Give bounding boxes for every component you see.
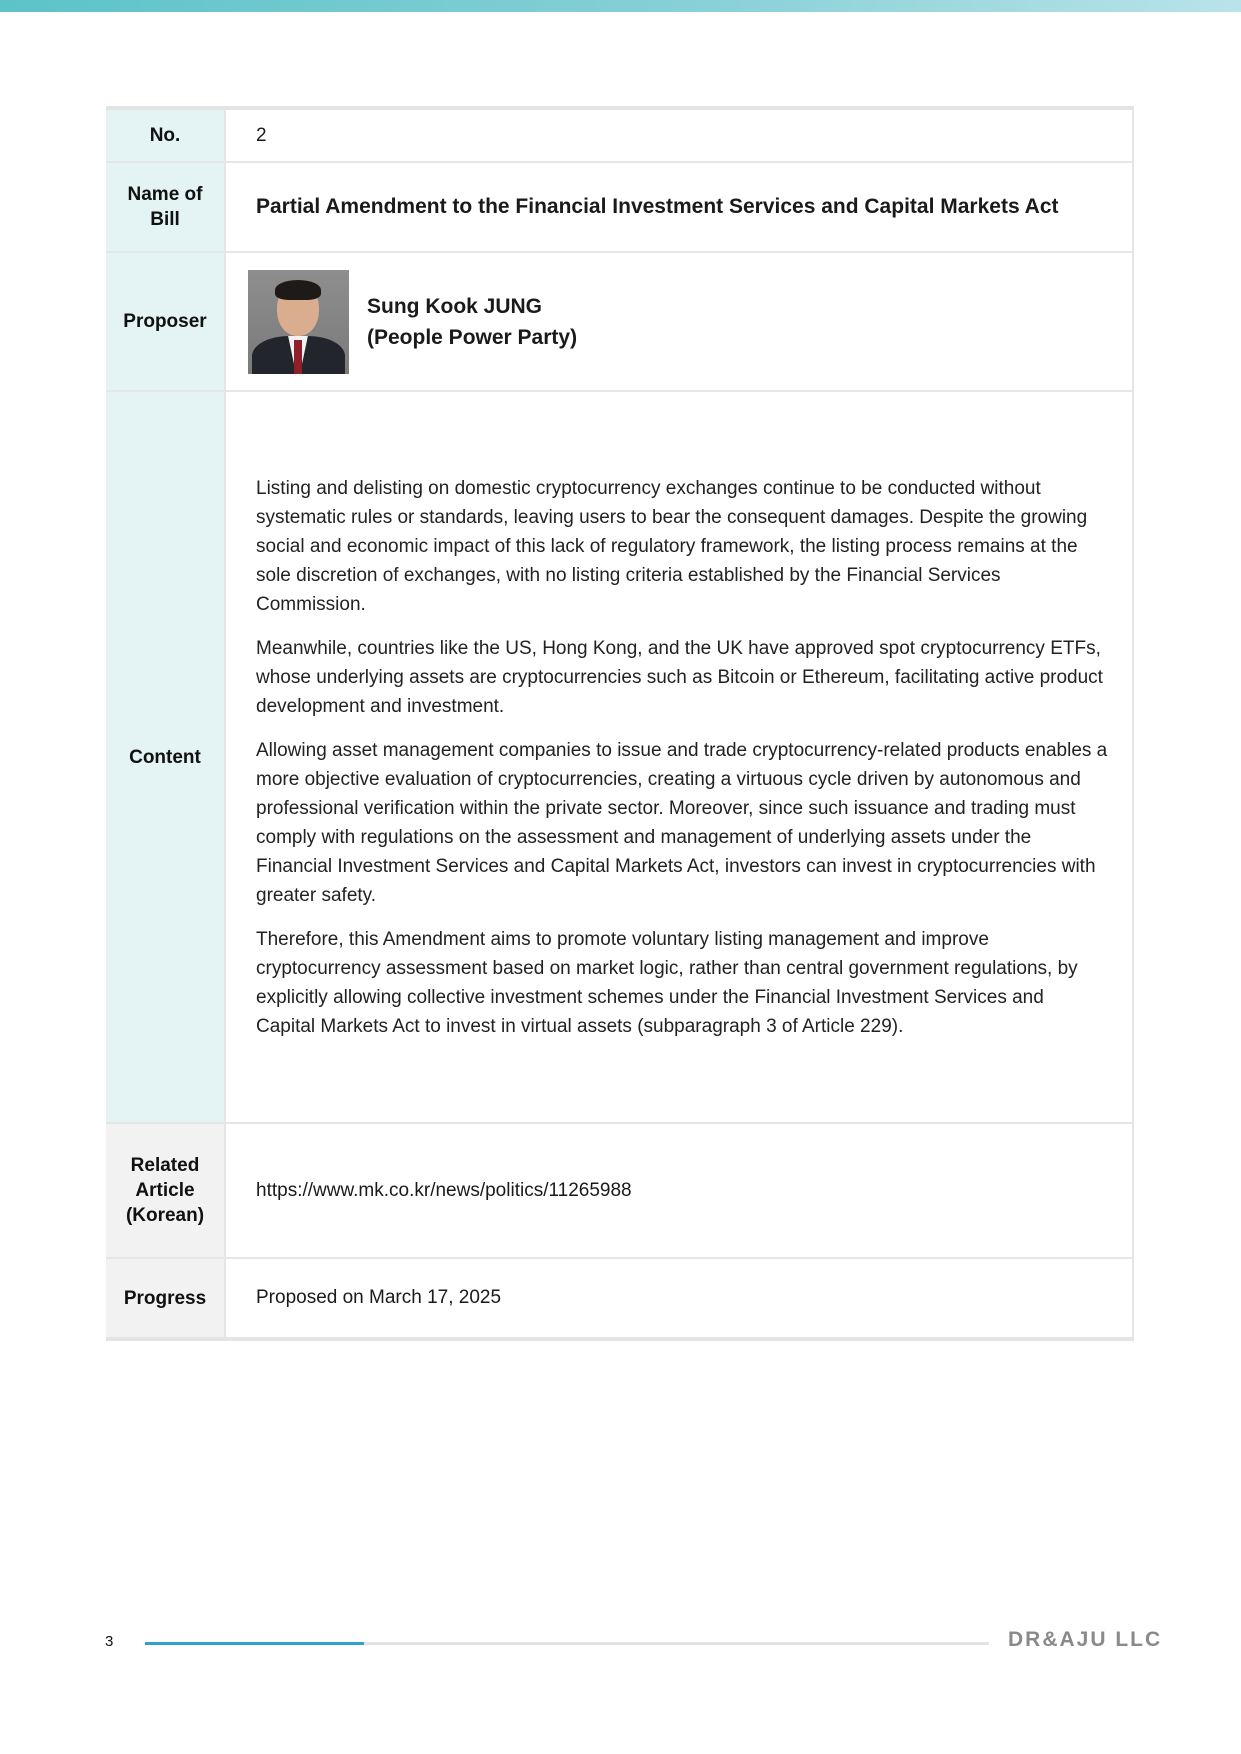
- bill-table: [106, 106, 1134, 1341]
- row-proposer: [106, 252, 1133, 391]
- label-related-article-text: Related Article (Korean): [125, 1155, 205, 1226]
- content-cell: [225, 391, 1133, 1123]
- row-name-of-bill: [106, 162, 1133, 252]
- content-paragraph: Listing and delisting on domestic cryptocurrency exchanges continue to be conducted without systematic rules or standards, leaving users to bear the consequent damages. Despite the growing social and economic impact of this lack of regulatory framework, the listing process remains at the sole discretion of exchanges, with no listing criteria established by the Financial Services Commission.: [256, 477, 1088, 615]
- proposer-name: Sung Kook JUNG: [367, 294, 543, 318]
- progress-value: Proposed on March 17, 2025: [225, 1258, 1133, 1339]
- related-article-link[interactable]: https://www.mk.co.kr/news/politics/11265988: [225, 1123, 1133, 1258]
- label-progress: Progress: [106, 1258, 225, 1339]
- bill-number: 2: [225, 108, 1133, 162]
- row-progress: [106, 1258, 1133, 1339]
- proposer-party: (People Power Party): [367, 325, 578, 349]
- page-number: 3: [105, 1633, 114, 1650]
- label-no: No.: [106, 108, 225, 162]
- footer-progress-fill: [145, 1642, 364, 1645]
- proposer-info: [256, 270, 1108, 374]
- content-paragraph: Meanwhile, countries like the US, Hong Kong, and the UK have approved spot cryptocurrency ETFs, whose underlying assets are cryptocurrencies such as Bitcoin or Ethereum, facilitating active product development and investment.: [256, 637, 1103, 717]
- content-paragraph: Allowing asset management companies to issue and trade cryptocurrency-related products enables a more objective evaluation of cryptocurrencies, creating a virtuous cycle driven by autonomous and professional verification within the private sector. Moreover, since such issuance and trading must comply with regulations on the assessment and management of underlying assets under the Financial Investment Services and Capital Markets Act, investors can invest in cryptocurrencies with greater safety.: [256, 739, 1108, 906]
- row-no: [106, 108, 1133, 162]
- footer-brand-logo: DR&AJU LLC: [1008, 1628, 1163, 1651]
- proposer-photo: [248, 270, 349, 374]
- label-name-of-bill-text: Name of Bill: [127, 184, 203, 230]
- bill-name: Partial Amendment to the Financial Investment Services and Capital Markets Act: [225, 162, 1133, 252]
- proposer-name-block: [367, 291, 577, 353]
- row-related-article: [106, 1123, 1133, 1258]
- content-paragraph: Therefore, this Amendment aims to promote voluntary listing management and improve cryptocurrency assessment based on market logic, rather than central government regulations, by explicitly allowing collective investment schemes under the Financial Investment Services and Capital Markets Act to invest in virtual assets (subparagraph 3 of Article 229).: [256, 928, 1078, 1037]
- label-content: Content: [106, 391, 225, 1123]
- label-related-article: [106, 1123, 225, 1258]
- label-name-of-bill: [106, 162, 225, 252]
- proposer-cell: [225, 252, 1133, 391]
- label-proposer: Proposer: [106, 252, 225, 391]
- footer-progress-line: [145, 1642, 989, 1645]
- top-accent-bar: [0, 0, 1241, 12]
- row-content: [106, 391, 1133, 1123]
